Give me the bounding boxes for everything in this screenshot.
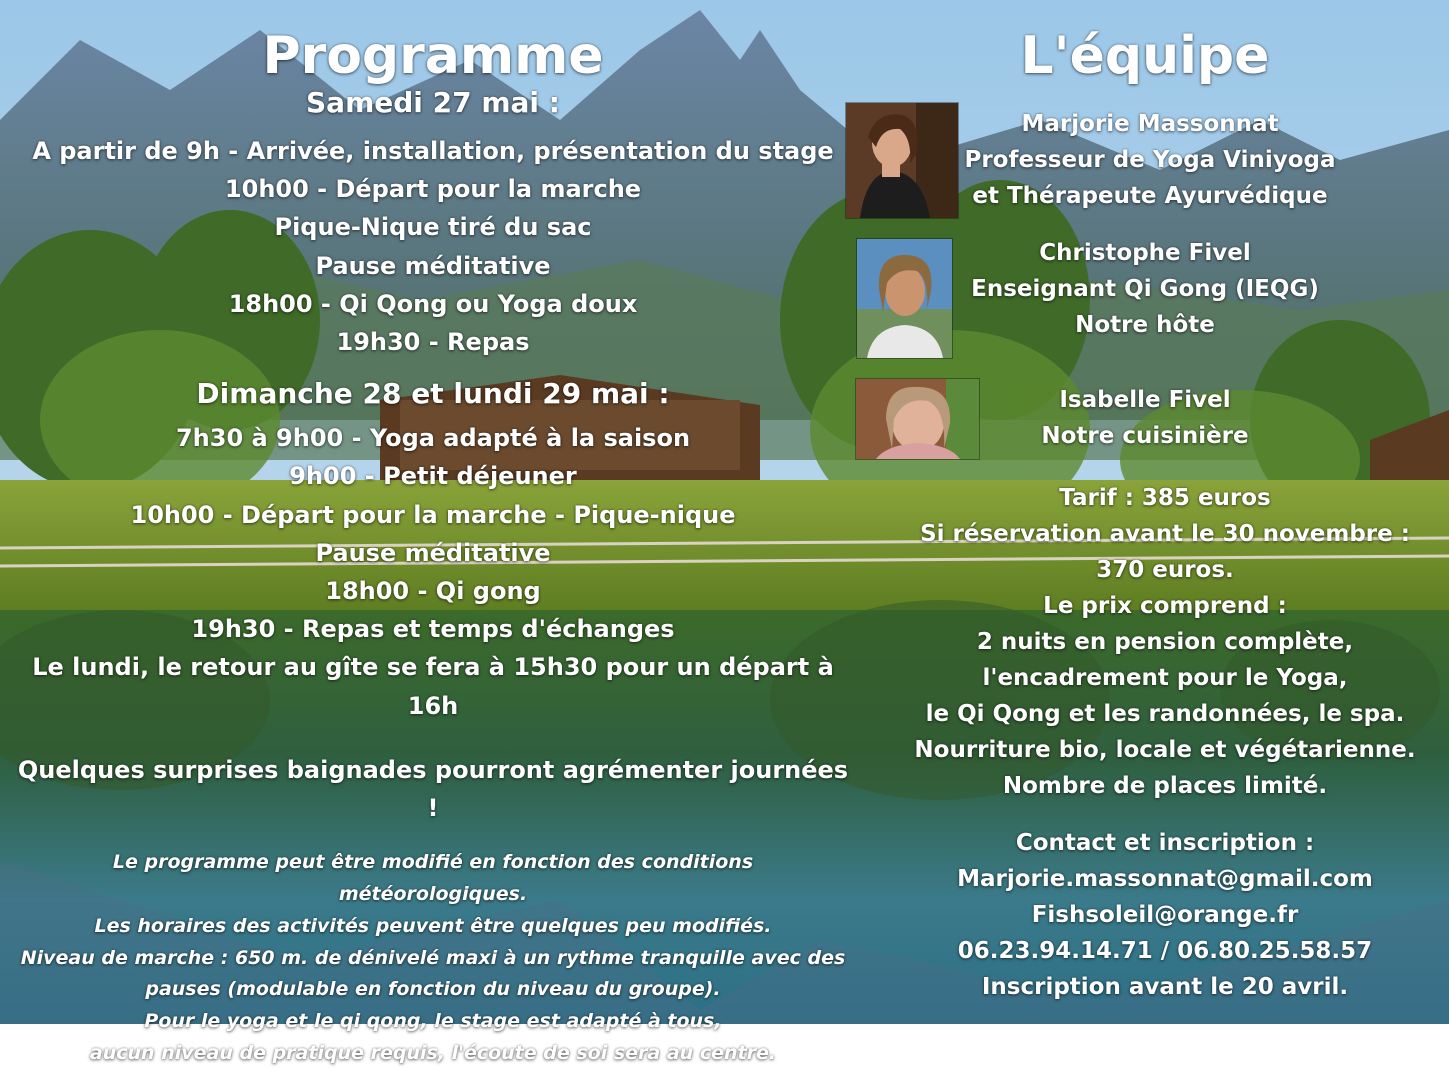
schedule-line: 16h xyxy=(407,691,459,720)
member-role: Professeur de Yoga Viniyoga xyxy=(964,147,1336,173)
team-title: L'équipe xyxy=(1020,26,1270,86)
schedule-line: 7h30 à 9h00 - Yoga adapté à la saison xyxy=(175,424,691,453)
schedule-line: Le lundi, le retour au gîte se fera à 15h30 pour un départ à xyxy=(32,653,834,682)
pricing-block xyxy=(900,480,1430,804)
team-column xyxy=(900,26,1430,1005)
note-line: Pour le yoga et le qi qong, le stage est adapté à tous, xyxy=(144,1010,722,1033)
team-member-marjorie xyxy=(870,106,1430,214)
member-name: Isabelle Fivel xyxy=(1059,387,1231,413)
surprise-note: Quelques surprises baignades pourront agrémenter journées ! xyxy=(17,755,849,823)
schedule-line: 10h00 - Départ pour la marche - Pique-nique xyxy=(130,500,736,529)
program-notes xyxy=(16,847,850,1070)
schedule-line: 9h00 - Petit déjeuner xyxy=(289,462,577,491)
note-line: Niveau de marche : 650 m. de dénivelé maxi à un rythme tranquille avec des xyxy=(20,946,846,969)
day1-schedule xyxy=(16,132,850,361)
program-title: Programme xyxy=(262,26,604,86)
pricing-line: Le prix comprend : xyxy=(1043,593,1287,619)
contact-email-link[interactable]: Marjorie.massonnat@gmail.com xyxy=(957,866,1373,892)
contact-email-link[interactable]: Fishsoleil@orange.fr xyxy=(1031,902,1299,928)
day2-schedule xyxy=(16,419,850,725)
pricing-line: Nourriture bio, locale et végétarienne. xyxy=(914,737,1416,763)
day2-heading: Dimanche 28 et lundi 29 mai : xyxy=(196,377,670,411)
schedule-line: Pique-Nique tiré du sac xyxy=(274,213,592,242)
pricing-line: Nombre de places limité. xyxy=(1002,773,1328,799)
pricing-line: 370 euros. xyxy=(1096,557,1234,583)
member-name: Christophe Fivel xyxy=(1039,240,1251,266)
contact-block xyxy=(900,825,1430,1005)
schedule-line: 18h00 - Qi Qong ou Yoga doux xyxy=(228,289,638,318)
pricing-line: le Qi Qong et les randonnées, le spa. xyxy=(925,701,1405,727)
contact-deadline: Inscription avant le 20 avril. xyxy=(981,974,1349,1000)
schedule-line: 10h00 - Départ pour la marche xyxy=(224,175,642,204)
contact-phone[interactable]: 06.23.94.14.71 / 06.80.25.58.57 xyxy=(957,938,1373,964)
day1-heading: Samedi 27 mai : xyxy=(306,86,560,119)
pricing-line: l'encadrement pour le Yoga, xyxy=(982,665,1348,691)
schedule-line: 19h30 - Repas et temps d'échanges xyxy=(191,615,675,644)
member-role: Notre hôte xyxy=(1075,312,1215,338)
note-line: Les horaires des activités peuvent être quelques peu modifiés. xyxy=(94,914,772,937)
program-column xyxy=(16,26,850,1070)
schedule-line: A partir de 9h - Arrivée, installation, présentation du stage xyxy=(32,137,834,165)
pricing-line: 2 nuits en pension complète, xyxy=(976,629,1354,655)
note-line: aucun niveau de pratique requis, l'écoute de soi sera au centre. xyxy=(89,1042,777,1065)
member-role: Notre cuisinière xyxy=(1041,423,1249,449)
team-member-isabelle xyxy=(860,382,1430,454)
schedule-line: Pause méditative xyxy=(315,251,551,280)
note-line: pauses (modulable en fonction du niveau du groupe). xyxy=(145,978,721,1001)
schedule-line: Pause méditative xyxy=(315,538,551,567)
team-member-christophe xyxy=(860,235,1430,343)
pricing-line: Tarif : 385 euros xyxy=(1059,485,1271,511)
contact-heading: Contact et inscription : xyxy=(1015,830,1315,856)
member-role: et Thérapeute Ayurvédique xyxy=(972,183,1328,209)
member-name: Marjorie Massonnat xyxy=(1021,111,1279,137)
note-line: Le programme peut être modifié en fonction des conditions météorologiques. xyxy=(112,851,754,906)
member-role: Enseignant Qi Gong (IEQG) xyxy=(971,276,1319,302)
schedule-line: 18h00 - Qi gong xyxy=(325,577,541,606)
pricing-line: Si réservation avant le 30 novembre : xyxy=(920,521,1410,547)
schedule-line: 19h30 - Repas xyxy=(336,328,530,357)
